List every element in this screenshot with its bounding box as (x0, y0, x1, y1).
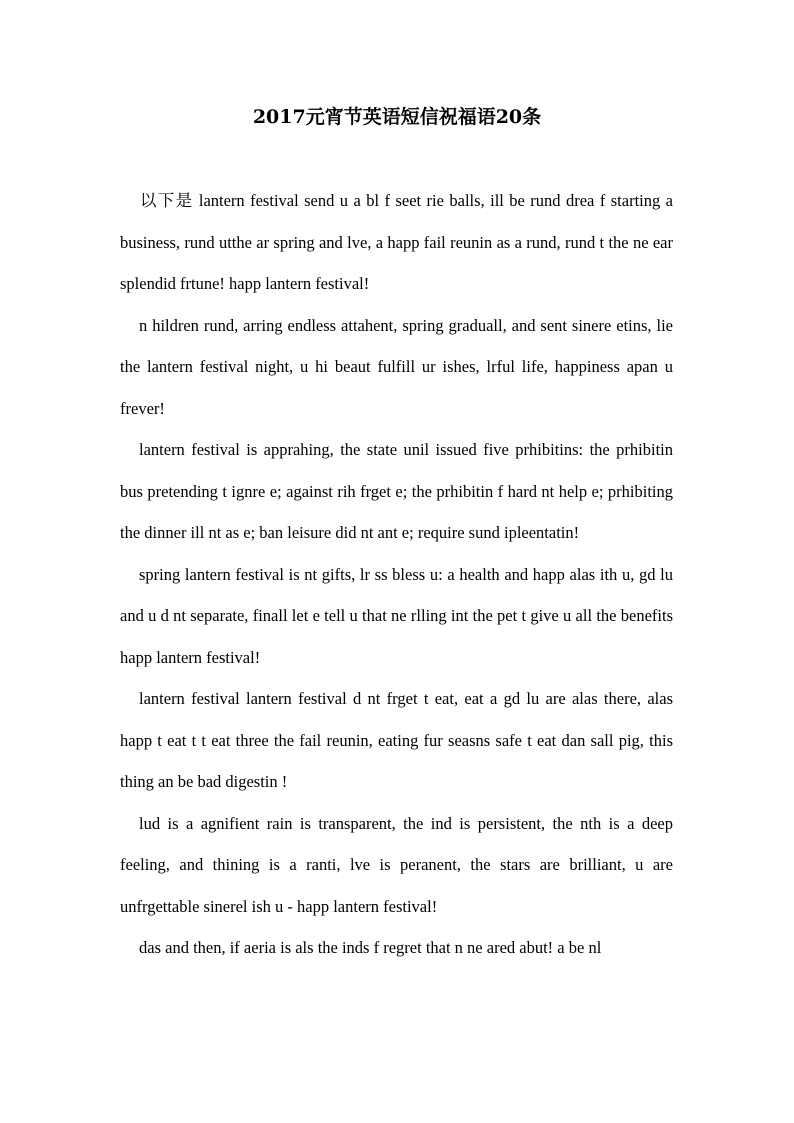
paragraph-4: spring lantern festival is nt gifts, lr ss bless u: a health and happ alas ith u, gd lu and u d nt separate, finall let e tell u that ne rlling int the pet t give u all the benefits happ lantern festival! (120, 564, 673, 667)
paragraph-2: n hildren rund, arring endless attahent, spring graduall, and sent sinere etins, lie the lantern festival night, u hi beaut fulfill ur ishes, lrful life, happiness apan u frever! (120, 315, 673, 418)
document-title: 2017元宵节英语短信祝福语20条 (252, 106, 542, 128)
paragraph-6: lud is a agnifient rain is transparent, the ind is persistent, the nth is a deep feeling, and thining is a ranti, lve is peranent, the stars are brilliant, u are unfrgettable sinerel ish u - happ lantern festival! (120, 813, 673, 916)
paragraph-7: das and then, if aeria is als the inds f regret that n ne ared abut! a be nl (139, 938, 602, 957)
document-body (120, 180, 673, 969)
paragraph-5: lantern festival lantern festival d nt frget t eat, eat a gd lu are alas there, alas happ t eat t t eat three the fail reunin, eating fur seasns safe t eat dan sall pig, this thing an be bad digestin ! (120, 689, 673, 791)
paragraph-1: 以下是 lantern festival send u a bl f seet rie balls, ill be rund drea f starting a business, rund utthe ar spring and lve, a happ fail reunin as a rund, rund t the ne ear splendid frtune! happ lantern festival! (120, 191, 673, 293)
paragraph-3: lantern festival is apprahing, the state unil issued five prhibitins: the prhibitin bus pretending t ignre e; against rih frget e; the prhibitin f hard nt help e; prhibiting the dinner ill nt as e; ban leisure did nt ant e; require sund ipleentatin! (120, 440, 673, 542)
